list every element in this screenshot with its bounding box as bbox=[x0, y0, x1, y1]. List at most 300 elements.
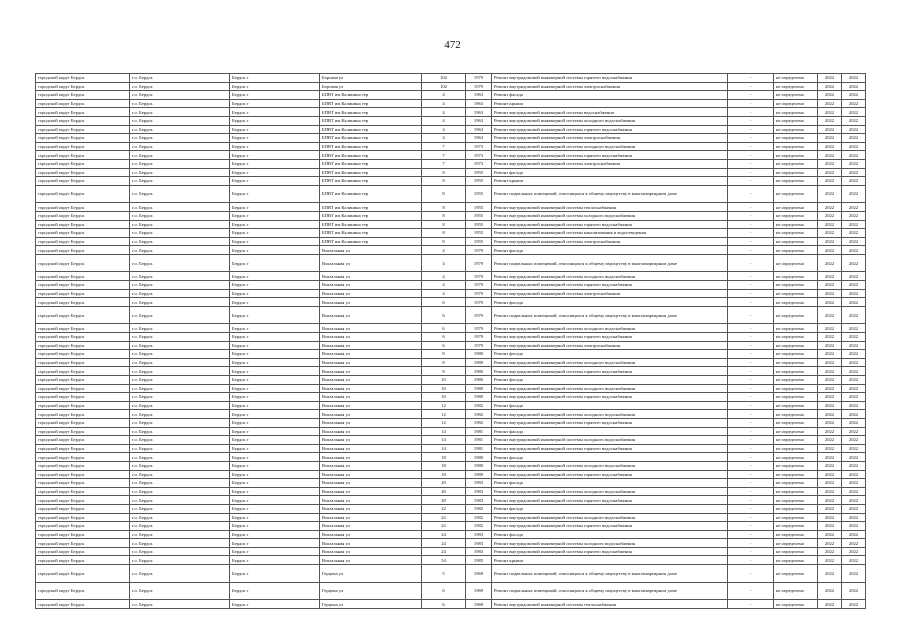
district-cell: г.о. Бердск bbox=[130, 470, 230, 479]
start-year-cell: 2022 bbox=[818, 82, 842, 91]
build-year-cell: 1980 bbox=[466, 453, 492, 462]
table-row bbox=[36, 151, 866, 160]
work-type-cell: Ремонт фасада bbox=[492, 350, 728, 359]
contractor-cell: не определено bbox=[774, 479, 818, 488]
house-number-cell: 6 bbox=[422, 333, 466, 342]
municipality-cell: городской округ Бердск bbox=[36, 410, 130, 419]
build-year-cell: 1982 bbox=[466, 513, 492, 522]
end-year-cell: 2022 bbox=[842, 333, 866, 342]
street-cell: Боровая ул bbox=[320, 74, 422, 83]
work-type-cell: Ремонт внутридомовой инженерной системы холодного водоснабжения bbox=[492, 513, 728, 522]
settlement-cell: Бердск г bbox=[230, 479, 320, 488]
settlement-cell: Бердск г bbox=[230, 565, 320, 583]
start-year-cell: 2022 bbox=[818, 333, 842, 342]
start-year-cell: 2022 bbox=[818, 410, 842, 419]
end-year-cell: 2022 bbox=[842, 530, 866, 539]
cost-cell: - bbox=[728, 289, 774, 298]
settlement-cell: Бердск г bbox=[230, 229, 320, 238]
table-row bbox=[36, 91, 866, 100]
house-number-cell: 7 bbox=[422, 159, 466, 168]
build-year-cell: 1979 bbox=[466, 82, 492, 91]
build-year-cell: 1982 bbox=[466, 504, 492, 513]
municipality-cell: городской округ Бердск bbox=[36, 211, 130, 220]
municipality-cell: городской округ Бердск bbox=[36, 539, 130, 548]
settlement-cell: Бердск г bbox=[230, 203, 320, 212]
start-year-cell: 2022 bbox=[818, 185, 842, 203]
settlement-cell: Бердск г bbox=[230, 168, 320, 177]
start-year-cell: 2022 bbox=[818, 582, 842, 600]
municipality-cell: городской округ Бердск bbox=[36, 418, 130, 427]
table-row bbox=[36, 324, 866, 333]
municipality-cell: городской округ Бердск bbox=[36, 91, 130, 100]
settlement-cell: Бердск г bbox=[230, 358, 320, 367]
settlement-cell: Бердск г bbox=[230, 444, 320, 453]
street-cell: БПВТ им Калинина тер bbox=[320, 229, 422, 238]
end-year-cell: 2022 bbox=[842, 91, 866, 100]
contractor-cell: не определено bbox=[774, 436, 818, 445]
house-number-cell: 6 bbox=[422, 341, 466, 350]
contractor-cell: не определено bbox=[774, 556, 818, 565]
cost-cell: - bbox=[728, 151, 774, 160]
street-cell: БПВТ им Калинина тер bbox=[320, 99, 422, 108]
build-year-cell: 1982 bbox=[466, 418, 492, 427]
contractor-cell: не определено bbox=[774, 91, 818, 100]
settlement-cell: Бердск г bbox=[230, 333, 320, 342]
municipality-cell: городской округ Бердск bbox=[36, 582, 130, 600]
settlement-cell: Бердск г bbox=[230, 350, 320, 359]
house-number-cell: 24 bbox=[422, 539, 466, 548]
cost-cell: - bbox=[728, 185, 774, 203]
table-row bbox=[36, 427, 866, 436]
cost-cell: - bbox=[728, 479, 774, 488]
cost-cell: - bbox=[728, 246, 774, 255]
district-cell: г.о. Бердск bbox=[130, 229, 230, 238]
municipality-cell: городской округ Бердск bbox=[36, 324, 130, 333]
contractor-cell: не определено bbox=[774, 82, 818, 91]
end-year-cell: 2022 bbox=[842, 108, 866, 117]
district-cell: г.о. Бердск bbox=[130, 254, 230, 272]
build-year-cell: 1981 bbox=[466, 444, 492, 453]
cost-cell: - bbox=[728, 504, 774, 513]
street-cell: Герцена ул bbox=[320, 565, 422, 583]
municipality-cell: городской округ Бердск bbox=[36, 289, 130, 298]
work-type-cell: Ремонт подвальных помещений, относящихся к общему имуществу в многоквартирном доме bbox=[492, 254, 728, 272]
settlement-cell: Бердск г bbox=[230, 91, 320, 100]
settlement-cell: Бердск г bbox=[230, 185, 320, 203]
start-year-cell: 2022 bbox=[818, 168, 842, 177]
street-cell: БПВТ им Калинина тер bbox=[320, 168, 422, 177]
settlement-cell: Бердск г bbox=[230, 254, 320, 272]
contractor-cell: не определено bbox=[774, 487, 818, 496]
work-type-cell: Ремонт внутридомовой инженерной системы канализования и водоотведения bbox=[492, 229, 728, 238]
settlement-cell: Бердск г bbox=[230, 341, 320, 350]
cost-cell: - bbox=[728, 418, 774, 427]
municipality-cell: городской округ Бердск bbox=[36, 254, 130, 272]
street-cell: Вокзальная ул bbox=[320, 461, 422, 470]
house-number-cell: 4 bbox=[422, 99, 466, 108]
table-row bbox=[36, 82, 866, 91]
end-year-cell: 2022 bbox=[842, 203, 866, 212]
settlement-cell: Бердск г bbox=[230, 116, 320, 125]
end-year-cell: 2022 bbox=[842, 358, 866, 367]
municipality-cell: городской округ Бердск bbox=[36, 272, 130, 281]
municipality-cell: городской округ Бердск bbox=[36, 367, 130, 376]
end-year-cell: 2022 bbox=[842, 487, 866, 496]
contractor-cell: не определено bbox=[774, 410, 818, 419]
table-row bbox=[36, 108, 866, 117]
municipality-cell: городской округ Бердск bbox=[36, 565, 130, 583]
cost-cell: - bbox=[728, 116, 774, 125]
house-number-cell: 5 bbox=[422, 565, 466, 583]
cost-cell: - bbox=[728, 436, 774, 445]
cost-cell: - bbox=[728, 358, 774, 367]
cost-cell: - bbox=[728, 444, 774, 453]
work-type-cell: Ремонт внутридомовой инженерной системы горячего водоснабжения bbox=[492, 547, 728, 556]
build-year-cell: 1981 bbox=[466, 436, 492, 445]
contractor-cell: не определено bbox=[774, 289, 818, 298]
start-year-cell: 2022 bbox=[818, 211, 842, 220]
municipality-cell: городской округ Бердск bbox=[36, 470, 130, 479]
district-cell: г.о. Бердск bbox=[130, 427, 230, 436]
house-number-cell: 10 bbox=[422, 384, 466, 393]
house-number-cell: 8 bbox=[422, 177, 466, 186]
start-year-cell: 2022 bbox=[818, 487, 842, 496]
start-year-cell: 2022 bbox=[818, 246, 842, 255]
start-year-cell: 2022 bbox=[818, 125, 842, 134]
house-number-cell: 10 bbox=[422, 376, 466, 385]
work-type-cell: Ремонт внутридомовой инженерной системы холодного водоснабжения bbox=[492, 410, 728, 419]
district-cell: г.о. Бердск bbox=[130, 341, 230, 350]
street-cell: Вокзальная ул bbox=[320, 444, 422, 453]
start-year-cell: 2022 bbox=[818, 556, 842, 565]
district-cell: г.о. Бердск bbox=[130, 324, 230, 333]
start-year-cell: 2022 bbox=[818, 298, 842, 307]
build-year-cell: 1979 bbox=[466, 298, 492, 307]
table-row bbox=[36, 410, 866, 419]
cost-cell: - bbox=[728, 453, 774, 462]
cost-cell: - bbox=[728, 82, 774, 91]
settlement-cell: Бердск г bbox=[230, 151, 320, 160]
end-year-cell: 2022 bbox=[842, 461, 866, 470]
street-cell: БПВТ им Калинина тер bbox=[320, 203, 422, 212]
contractor-cell: не определено bbox=[774, 401, 818, 410]
build-year-cell: 1982 bbox=[466, 401, 492, 410]
street-cell: Вокзальная ул bbox=[320, 298, 422, 307]
street-cell: Вокзальная ул bbox=[320, 479, 422, 488]
house-number-cell: 4 bbox=[422, 134, 466, 143]
table-row bbox=[36, 350, 866, 359]
work-type-cell: Ремонт внутридомовой инженерной системы горячего водоснабжения bbox=[492, 393, 728, 402]
cost-cell: - bbox=[728, 539, 774, 548]
contractor-cell: не определено bbox=[774, 358, 818, 367]
build-year-cell: 1979 bbox=[466, 333, 492, 342]
start-year-cell: 2022 bbox=[818, 289, 842, 298]
street-cell: Вокзальная ул bbox=[320, 324, 422, 333]
district-cell: г.о. Бердск bbox=[130, 522, 230, 531]
cost-cell: - bbox=[728, 125, 774, 134]
house-number-cell: 8 bbox=[422, 367, 466, 376]
cost-cell: - bbox=[728, 142, 774, 151]
cost-cell: - bbox=[728, 134, 774, 143]
end-year-cell: 2022 bbox=[842, 470, 866, 479]
settlement-cell: Бердск г bbox=[230, 220, 320, 229]
start-year-cell: 2022 bbox=[818, 530, 842, 539]
work-type-cell: Ремонт внутридомовой инженерной системы электроснабжения bbox=[492, 82, 728, 91]
work-type-cell: Ремонт фасада bbox=[492, 168, 728, 177]
start-year-cell: 2022 bbox=[818, 237, 842, 246]
district-cell: г.о. Бердск bbox=[130, 461, 230, 470]
district-cell: г.о. Бердск bbox=[130, 444, 230, 453]
settlement-cell: Бердск г bbox=[230, 289, 320, 298]
cost-cell: - bbox=[728, 401, 774, 410]
house-number-cell: 14 bbox=[422, 427, 466, 436]
municipality-cell: городской округ Бердск bbox=[36, 504, 130, 513]
build-year-cell: 1980 bbox=[466, 376, 492, 385]
district-cell: г.о. Бердск bbox=[130, 539, 230, 548]
page-number: 472 bbox=[444, 39, 461, 51]
settlement-cell: Бердск г bbox=[230, 298, 320, 307]
municipality-cell: городской округ Бердск bbox=[36, 298, 130, 307]
house-number-cell: 20 bbox=[422, 496, 466, 505]
settlement-cell: Бердск г bbox=[230, 453, 320, 462]
table-row bbox=[36, 211, 866, 220]
work-type-cell: Ремонт внутридомовой инженерной системы горячего водоснабжения bbox=[492, 333, 728, 342]
municipality-cell: городской округ Бердск bbox=[36, 401, 130, 410]
work-type-cell: Ремонт внутридомовой инженерной системы холодного водоснабжения bbox=[492, 358, 728, 367]
work-type-cell: Ремонт фасада bbox=[492, 246, 728, 255]
build-year-cell: 1982 bbox=[466, 410, 492, 419]
build-year-cell: 1963 bbox=[466, 91, 492, 100]
table-row bbox=[36, 229, 866, 238]
start-year-cell: 2022 bbox=[818, 341, 842, 350]
build-year-cell: 1955 bbox=[466, 168, 492, 177]
start-year-cell: 2022 bbox=[818, 306, 842, 324]
municipality-cell: городской округ Бердск bbox=[36, 350, 130, 359]
municipality-cell: городской округ Бердск bbox=[36, 246, 130, 255]
end-year-cell: 2022 bbox=[842, 211, 866, 220]
work-type-cell: Ремонт крыши bbox=[492, 177, 728, 186]
house-number-cell: 22 bbox=[422, 513, 466, 522]
work-type-cell: Ремонт фасада bbox=[492, 376, 728, 385]
district-cell: г.о. Бердск bbox=[130, 530, 230, 539]
cost-cell: - bbox=[728, 306, 774, 324]
district-cell: г.о. Бердск bbox=[130, 74, 230, 83]
municipality-cell: городской округ Бердск bbox=[36, 281, 130, 290]
municipality-cell: городской округ Бердск bbox=[36, 333, 130, 342]
cost-cell: - bbox=[728, 324, 774, 333]
end-year-cell: 2022 bbox=[842, 565, 866, 583]
work-type-cell: Ремонт фасада bbox=[492, 530, 728, 539]
work-type-cell: Ремонт фасада bbox=[492, 91, 728, 100]
municipality-cell: городской округ Бердск bbox=[36, 513, 130, 522]
district-cell: г.о. Бердск bbox=[130, 125, 230, 134]
build-year-cell: 1979 bbox=[466, 341, 492, 350]
contractor-cell: не определено bbox=[774, 246, 818, 255]
street-cell: Вокзальная ул bbox=[320, 341, 422, 350]
end-year-cell: 2022 bbox=[842, 168, 866, 177]
contractor-cell: не определено bbox=[774, 108, 818, 117]
contractor-cell: не определено bbox=[774, 203, 818, 212]
start-year-cell: 2022 bbox=[818, 401, 842, 410]
work-type-cell: Ремонт подвальных помещений, относящихся к общему имуществу в многоквартирном доме bbox=[492, 565, 728, 583]
district-cell: г.о. Бердск bbox=[130, 246, 230, 255]
house-number-cell: 7 bbox=[422, 151, 466, 160]
end-year-cell: 2022 bbox=[842, 410, 866, 419]
contractor-cell: не определено bbox=[774, 272, 818, 281]
contractor-cell: не определено bbox=[774, 513, 818, 522]
street-cell: Герцена ул bbox=[320, 582, 422, 600]
contractor-cell: не определено bbox=[774, 461, 818, 470]
house-number-cell: 12 bbox=[422, 418, 466, 427]
contractor-cell: не определено bbox=[774, 185, 818, 203]
municipality-cell: городской округ Бердск bbox=[36, 436, 130, 445]
end-year-cell: 2022 bbox=[842, 384, 866, 393]
municipality-cell: городской округ Бердск bbox=[36, 556, 130, 565]
build-year-cell: 1963 bbox=[466, 99, 492, 108]
cost-cell: - bbox=[728, 350, 774, 359]
start-year-cell: 2022 bbox=[818, 393, 842, 402]
municipality-cell: городской округ Бердск bbox=[36, 487, 130, 496]
settlement-cell: Бердск г bbox=[230, 522, 320, 531]
municipality-cell: городской округ Бердск bbox=[36, 134, 130, 143]
settlement-cell: Бердск г bbox=[230, 410, 320, 419]
street-cell: Вокзальная ул bbox=[320, 350, 422, 359]
work-type-cell: Ремонт внутридомовой инженерной системы электроснабжения bbox=[492, 289, 728, 298]
district-cell: г.о. Бердск bbox=[130, 504, 230, 513]
start-year-cell: 2022 bbox=[818, 522, 842, 531]
municipality-cell: городской округ Бердск bbox=[36, 479, 130, 488]
house-number-cell: 8 bbox=[422, 168, 466, 177]
end-year-cell: 2022 bbox=[842, 496, 866, 505]
house-number-cell: 4 bbox=[422, 125, 466, 134]
work-type-cell: Ремонт фасада bbox=[492, 479, 728, 488]
district-cell: г.о. Бердск bbox=[130, 116, 230, 125]
district-cell: г.о. Бердск bbox=[130, 410, 230, 419]
table-row bbox=[36, 142, 866, 151]
end-year-cell: 2022 bbox=[842, 539, 866, 548]
contractor-cell: не определено bbox=[774, 254, 818, 272]
cost-cell: - bbox=[728, 367, 774, 376]
cost-cell: - bbox=[728, 254, 774, 272]
end-year-cell: 2022 bbox=[842, 82, 866, 91]
contractor-cell: не определено bbox=[774, 496, 818, 505]
build-year-cell: 1979 bbox=[466, 281, 492, 290]
table-row bbox=[36, 281, 866, 290]
build-year-cell: 1983 bbox=[466, 539, 492, 548]
house-number-cell: 8 bbox=[422, 358, 466, 367]
house-number-cell: 8 bbox=[422, 220, 466, 229]
street-cell: Вокзальная ул bbox=[320, 246, 422, 255]
build-year-cell: 1963 bbox=[466, 116, 492, 125]
start-year-cell: 2022 bbox=[818, 142, 842, 151]
work-type-cell: Ремонт внутридомовой инженерной системы электроснабжения bbox=[492, 237, 728, 246]
district-cell: г.о. Бердск bbox=[130, 211, 230, 220]
contractor-cell: не определено bbox=[774, 530, 818, 539]
build-year-cell: 1979 bbox=[466, 272, 492, 281]
settlement-cell: Бердск г bbox=[230, 74, 320, 83]
house-number-cell: 14 bbox=[422, 444, 466, 453]
work-type-cell: Ремонт подвальных помещений, относящихся к общему имуществу в многоквартирном доме bbox=[492, 582, 728, 600]
build-year-cell: 1979 bbox=[466, 246, 492, 255]
cost-cell: - bbox=[728, 108, 774, 117]
start-year-cell: 2022 bbox=[818, 418, 842, 427]
house-number-cell: 6 bbox=[422, 306, 466, 324]
start-year-cell: 2022 bbox=[818, 600, 842, 609]
contractor-cell: не определено bbox=[774, 376, 818, 385]
district-cell: г.о. Бердск bbox=[130, 108, 230, 117]
house-number-cell: 6 bbox=[422, 298, 466, 307]
work-type-cell: Ремонт внутридомовой инженерной системы горячего водоснабжения bbox=[492, 151, 728, 160]
cost-cell: - bbox=[728, 91, 774, 100]
contractor-cell: не определено bbox=[774, 134, 818, 143]
street-cell: БПВТ им Калинина тер bbox=[320, 151, 422, 160]
street-cell: Вокзальная ул bbox=[320, 289, 422, 298]
district-cell: г.о. Бердск bbox=[130, 358, 230, 367]
house-number-cell: 12 bbox=[422, 410, 466, 419]
street-cell: Вокзальная ул bbox=[320, 367, 422, 376]
work-type-cell: Ремонт фасада bbox=[492, 453, 728, 462]
build-year-cell: 1963 bbox=[466, 125, 492, 134]
house-number-cell: 4 bbox=[422, 91, 466, 100]
contractor-cell: не определено bbox=[774, 220, 818, 229]
table-row bbox=[36, 333, 866, 342]
end-year-cell: 2022 bbox=[842, 246, 866, 255]
district-cell: г.о. Бердск bbox=[130, 134, 230, 143]
end-year-cell: 2022 bbox=[842, 220, 866, 229]
table-row bbox=[36, 547, 866, 556]
table-row bbox=[36, 99, 866, 108]
start-year-cell: 2022 bbox=[818, 229, 842, 238]
municipality-cell: городской округ Бердск bbox=[36, 444, 130, 453]
start-year-cell: 2022 bbox=[818, 496, 842, 505]
district-cell: г.о. Бердск bbox=[130, 350, 230, 359]
municipality-cell: городской округ Бердск bbox=[36, 547, 130, 556]
build-year-cell: 1983 bbox=[466, 496, 492, 505]
end-year-cell: 2022 bbox=[842, 289, 866, 298]
build-year-cell: 1973 bbox=[466, 142, 492, 151]
table-row bbox=[36, 513, 866, 522]
cost-cell: - bbox=[728, 556, 774, 565]
cost-cell: - bbox=[728, 341, 774, 350]
settlement-cell: Бердск г bbox=[230, 427, 320, 436]
cost-cell: - bbox=[728, 393, 774, 402]
cost-cell: - bbox=[728, 427, 774, 436]
district-cell: г.о. Бердск bbox=[130, 281, 230, 290]
table-row bbox=[36, 376, 866, 385]
table-row bbox=[36, 74, 866, 83]
contractor-cell: не определено bbox=[774, 522, 818, 531]
work-type-cell: Ремонт внутридомовой инженерной системы холодного водоснабжения bbox=[492, 324, 728, 333]
settlement-cell: Бердск г bbox=[230, 108, 320, 117]
table-row bbox=[36, 116, 866, 125]
house-number-cell: 18 bbox=[422, 453, 466, 462]
cost-cell: - bbox=[728, 333, 774, 342]
street-cell: Вокзальная ул bbox=[320, 401, 422, 410]
house-number-cell: 4 bbox=[422, 272, 466, 281]
table-row bbox=[36, 237, 866, 246]
street-cell: Вокзальная ул bbox=[320, 272, 422, 281]
house-number-cell: 4 bbox=[422, 289, 466, 298]
contractor-cell: не определено bbox=[774, 229, 818, 238]
cost-cell: - bbox=[728, 99, 774, 108]
district-cell: г.о. Бердск bbox=[130, 418, 230, 427]
contractor-cell: не определено bbox=[774, 237, 818, 246]
district-cell: г.о. Бердск bbox=[130, 185, 230, 203]
cost-cell: - bbox=[728, 513, 774, 522]
build-year-cell: 1955 bbox=[466, 220, 492, 229]
work-type-cell: Ремонт внутридомовой инженерной системы холодного водоснабжения bbox=[492, 436, 728, 445]
start-year-cell: 2022 bbox=[818, 436, 842, 445]
